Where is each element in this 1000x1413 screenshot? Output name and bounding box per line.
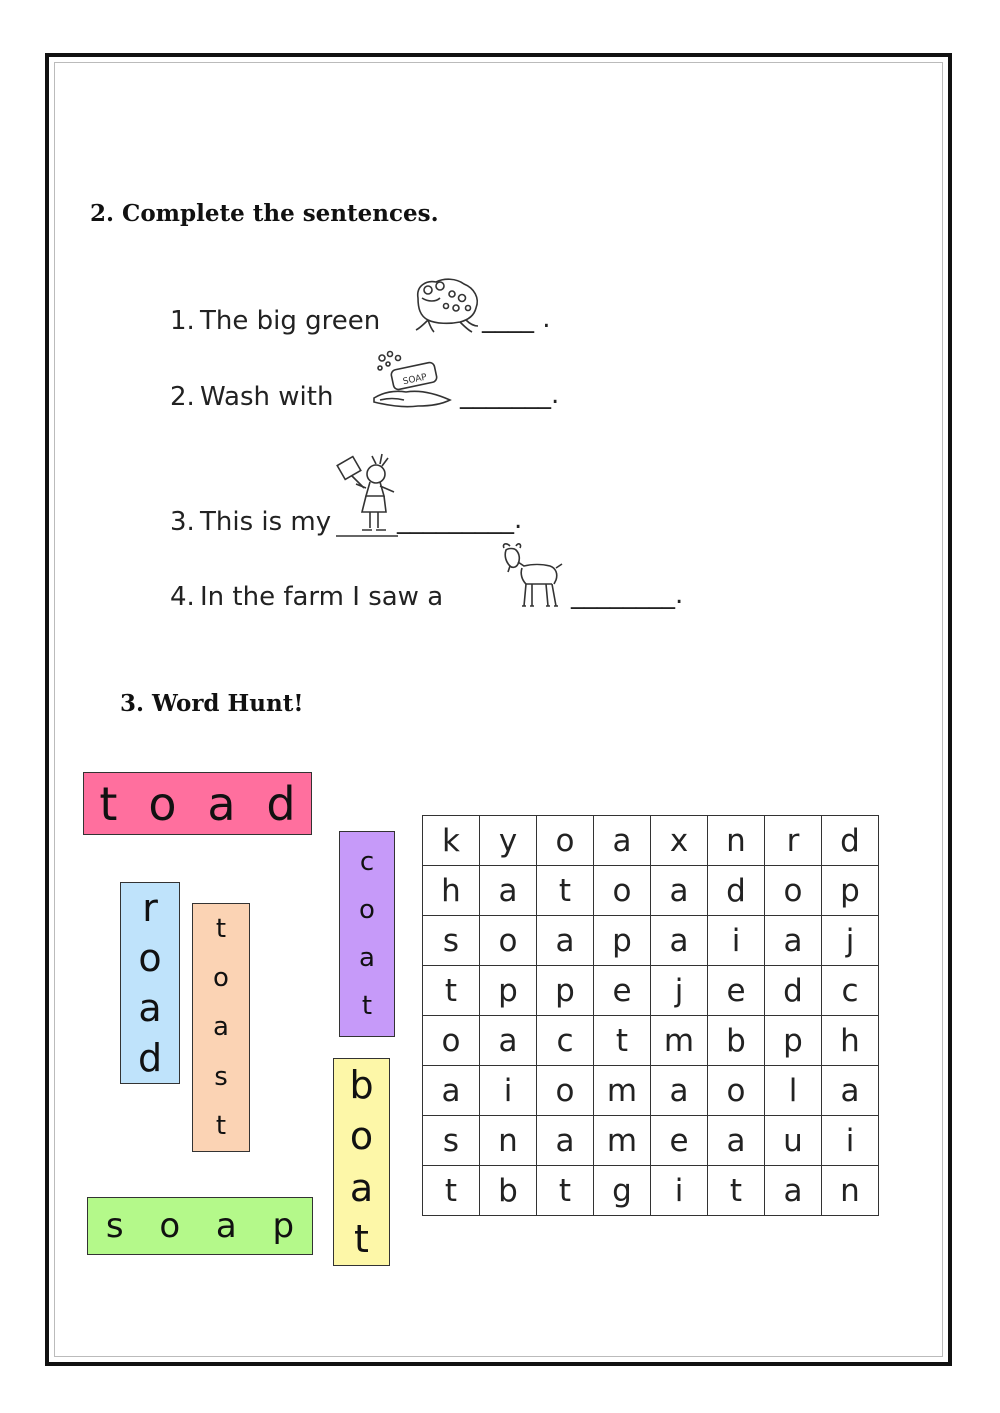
- sentence-text: In the farm I saw a: [200, 582, 444, 612]
- grid-cell[interactable]: c: [822, 966, 879, 1016]
- word-card-toad[interactable]: [83, 772, 312, 835]
- grid-cell[interactable]: b: [708, 1016, 765, 1066]
- sentence-number: 4.: [170, 582, 195, 612]
- grid-row: [423, 1016, 879, 1066]
- grid-cell[interactable]: p: [480, 966, 537, 1016]
- grid-cell[interactable]: s: [423, 916, 480, 966]
- card-letter: s: [105, 1206, 124, 1246]
- grid-row: [423, 1066, 879, 1116]
- word-card-coat[interactable]: [339, 831, 395, 1037]
- card-letter: o: [359, 895, 375, 925]
- card-letter: t: [99, 776, 118, 831]
- card-letter: t: [215, 913, 227, 944]
- grid-cell[interactable]: p: [822, 866, 879, 916]
- grid-cell[interactable]: p: [765, 1016, 822, 1066]
- grid-cell[interactable]: g: [594, 1166, 651, 1216]
- sentence-number: 1.: [170, 306, 195, 336]
- card-letter: o: [138, 936, 162, 980]
- grid-cell[interactable]: t: [537, 1166, 594, 1216]
- grid-cell[interactable]: p: [537, 966, 594, 1016]
- card-letter: d: [137, 1036, 163, 1080]
- grid-cell[interactable]: i: [480, 1066, 537, 1116]
- grid-cell[interactable]: c: [537, 1016, 594, 1066]
- grid-cell[interactable]: h: [822, 1016, 879, 1066]
- grid-cell[interactable]: a: [423, 1066, 480, 1116]
- sentence-number: 2.: [170, 382, 195, 412]
- grid-cell[interactable]: a: [651, 1066, 708, 1116]
- card-letter: a: [349, 1165, 374, 1210]
- card-letter: t: [354, 1217, 369, 1262]
- grid-cell[interactable]: t: [423, 1166, 480, 1216]
- grid-cell[interactable]: a: [480, 866, 537, 916]
- card-letter: a: [213, 1012, 229, 1043]
- goat-icon: [496, 540, 566, 612]
- sentence-text: Wash with: [200, 382, 334, 412]
- card-letter: a: [359, 943, 375, 973]
- grid-row: [423, 916, 879, 966]
- card-letter: a: [207, 776, 236, 831]
- card-letter: r: [142, 886, 158, 930]
- grid-cell[interactable]: a: [651, 866, 708, 916]
- grid-cell[interactable]: o: [708, 1066, 765, 1116]
- grid-cell[interactable]: l: [765, 1066, 822, 1116]
- grid-cell[interactable]: a: [822, 1066, 879, 1116]
- grid-cell[interactable]: k: [423, 816, 480, 866]
- grid-cell[interactable]: n: [480, 1116, 537, 1166]
- card-letter: t: [215, 1111, 227, 1142]
- answer-blank-3[interactable]: _________.: [397, 505, 523, 535]
- grid-cell[interactable]: t: [423, 966, 480, 1016]
- grid-cell[interactable]: u: [765, 1116, 822, 1166]
- grid-cell[interactable]: a: [765, 916, 822, 966]
- grid-row: [423, 966, 879, 1016]
- grid-cell[interactable]: o: [423, 1016, 480, 1066]
- section2-heading: 2. Complete the sentences.: [90, 200, 439, 227]
- answer-blank-2[interactable]: _______.: [460, 380, 560, 410]
- answer-blank-4[interactable]: ________.: [571, 580, 684, 610]
- soap-icon: [370, 350, 456, 416]
- card-letter: b: [349, 1062, 374, 1107]
- grid-cell[interactable]: t: [537, 866, 594, 916]
- card-letter: s: [214, 1061, 228, 1092]
- card-letter: a: [215, 1206, 237, 1246]
- card-letter: o: [148, 776, 177, 831]
- sentence-4: [170, 582, 443, 612]
- grid-cell[interactable]: e: [708, 966, 765, 1016]
- card-letter: p: [272, 1206, 295, 1246]
- section3-heading: 3. Word Hunt!: [120, 690, 304, 717]
- grid-cell[interactable]: m: [594, 1116, 651, 1166]
- grid-cell[interactable]: o: [537, 1066, 594, 1116]
- card-letter: d: [266, 776, 296, 831]
- word-card-boat[interactable]: [333, 1058, 390, 1266]
- word-card-road[interactable]: [120, 882, 180, 1084]
- grid-cell[interactable]: i: [822, 1116, 879, 1166]
- grid-cell[interactable]: t: [708, 1166, 765, 1216]
- grid-cell[interactable]: a: [537, 1116, 594, 1166]
- grid-row: [423, 1166, 879, 1216]
- word-search-grid: [422, 815, 879, 1216]
- grid-cell[interactable]: a: [480, 1016, 537, 1066]
- answer-blank-1[interactable]: ____ .: [482, 304, 551, 334]
- grid-cell[interactable]: t: [594, 1016, 651, 1066]
- sentence-text: This is my: [200, 507, 332, 537]
- grid-cell[interactable]: e: [594, 966, 651, 1016]
- card-letter: a: [138, 986, 162, 1030]
- grid-cell[interactable]: m: [594, 1066, 651, 1116]
- word-card-toast[interactable]: [192, 903, 250, 1152]
- grid-cell[interactable]: s: [423, 1116, 480, 1166]
- grid-cell[interactable]: m: [651, 1016, 708, 1066]
- card-letter: o: [349, 1114, 374, 1159]
- card-letter: o: [159, 1206, 181, 1246]
- grid-cell[interactable]: i: [651, 1166, 708, 1216]
- grid-cell[interactable]: y: [480, 816, 537, 866]
- grid-row: [423, 816, 879, 866]
- grid-cell[interactable]: n: [708, 816, 765, 866]
- grid-cell[interactable]: a: [765, 1166, 822, 1216]
- frog-icon: [410, 276, 482, 334]
- grid-row: [423, 1116, 879, 1166]
- grid-cell[interactable]: o: [537, 816, 594, 866]
- svg-text:SOAP: SOAP: [402, 372, 428, 388]
- sentence-3: [170, 507, 331, 537]
- grid-cell[interactable]: o: [765, 866, 822, 916]
- grid-cell[interactable]: p: [594, 916, 651, 966]
- card-letter: o: [213, 963, 229, 994]
- sentence-number: 3.: [170, 507, 195, 537]
- grid-cell[interactable]: i: [708, 916, 765, 966]
- grid-cell[interactable]: d: [822, 816, 879, 866]
- grid-cell[interactable]: b: [480, 1166, 537, 1216]
- grid-cell[interactable]: a: [708, 1116, 765, 1166]
- grid-cell[interactable]: x: [651, 816, 708, 866]
- sentence-2: [170, 382, 333, 412]
- card-letter: t: [361, 991, 373, 1021]
- grid-cell[interactable]: a: [537, 916, 594, 966]
- grid-cell[interactable]: j: [822, 916, 879, 966]
- card-letter: c: [359, 847, 375, 877]
- grid-cell[interactable]: r: [765, 816, 822, 866]
- sentence-text: The big green: [200, 306, 381, 336]
- grid-cell[interactable]: d: [765, 966, 822, 1016]
- sentence-1: [170, 306, 380, 336]
- grid-cell[interactable]: n: [822, 1166, 879, 1216]
- grid-cell[interactable]: a: [651, 916, 708, 966]
- grid-row: [423, 866, 879, 916]
- word-card-soap[interactable]: [87, 1197, 313, 1255]
- grid-cell[interactable]: a: [594, 816, 651, 866]
- grid-cell[interactable]: o: [480, 916, 537, 966]
- grid-cell[interactable]: d: [708, 866, 765, 916]
- child-with-sign-icon: [332, 452, 402, 540]
- grid-cell[interactable]: j: [651, 966, 708, 1016]
- grid-cell[interactable]: e: [651, 1116, 708, 1166]
- grid-cell[interactable]: o: [594, 866, 651, 916]
- grid-cell[interactable]: h: [423, 866, 480, 916]
